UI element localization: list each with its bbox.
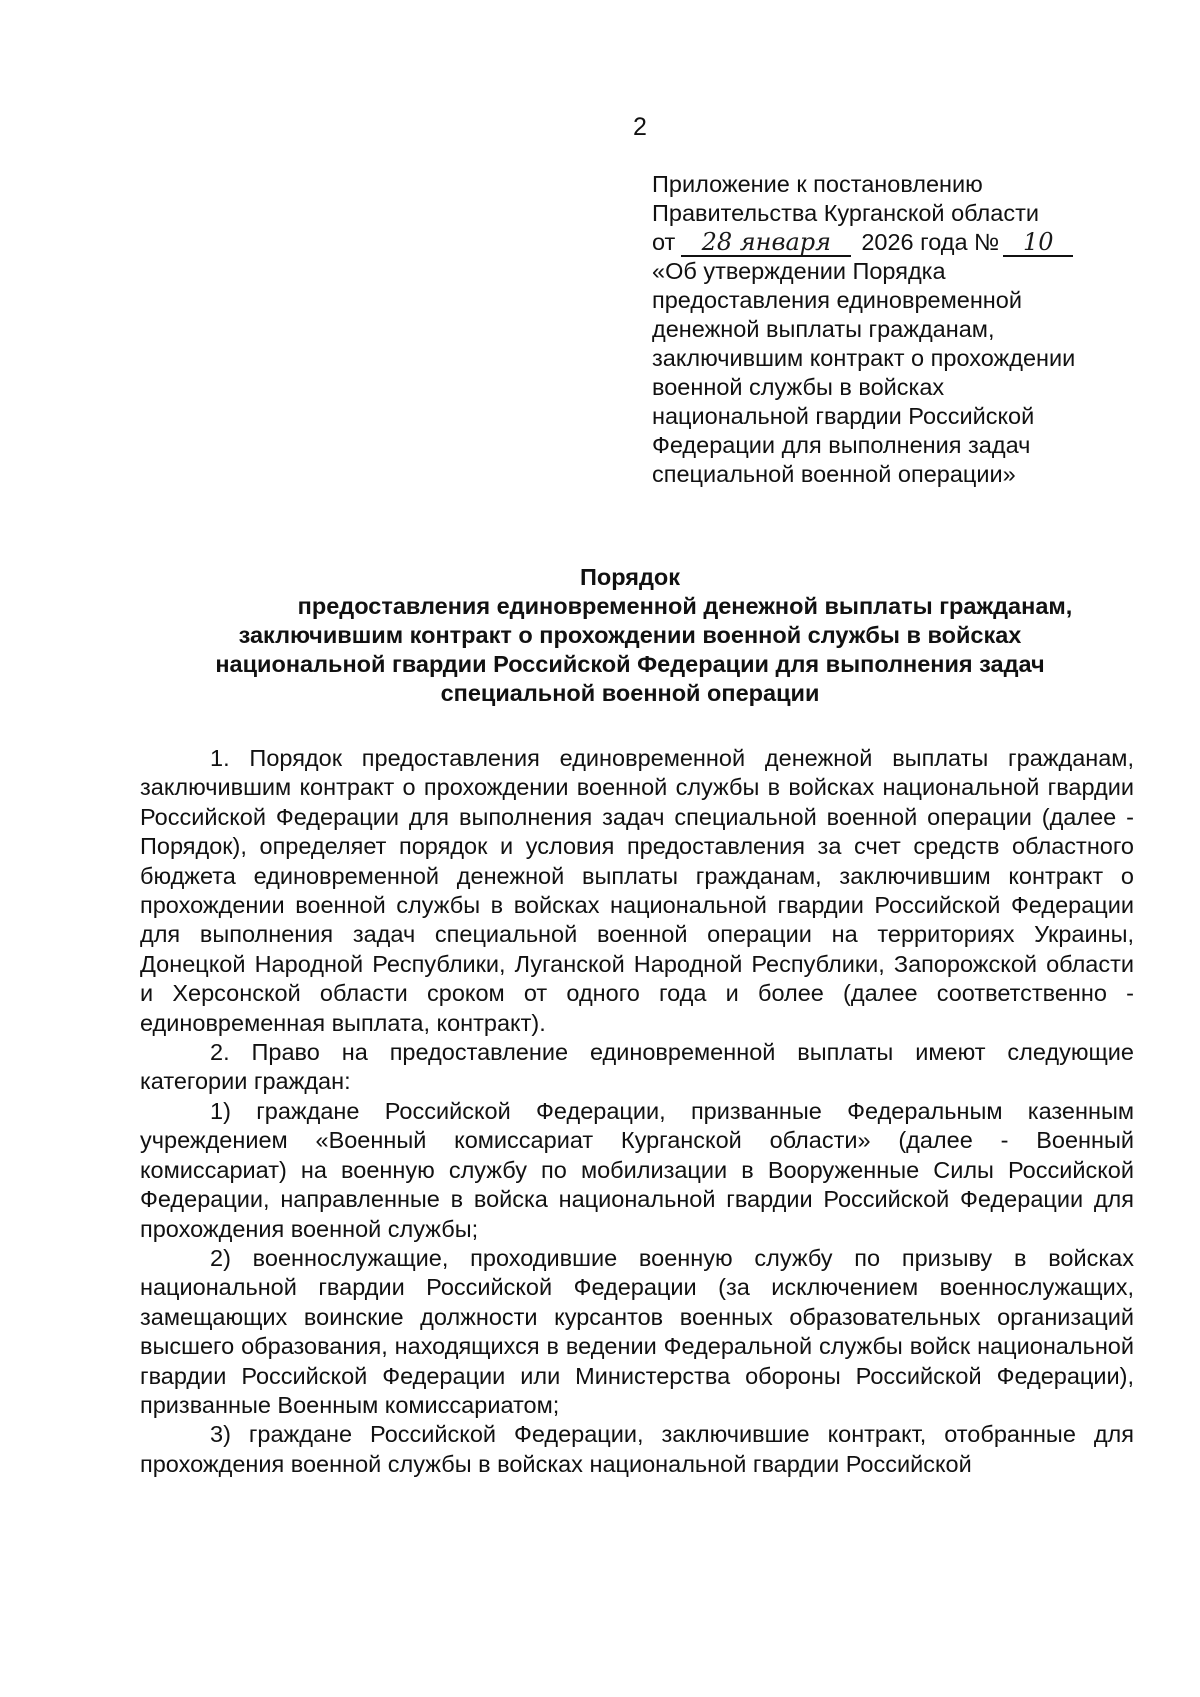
paragraph-2: 2. Право на предоставление единовременной выплаты имеют следующие категории граждан: (140, 1039, 1134, 1095)
handwritten-number: 10 (1003, 229, 1073, 257)
decree-line: денежной выплаты гражданам, (652, 316, 995, 342)
paragraph-1: 1. Порядок предоставления единовременной денежной выплаты гражданам, заключившим контракт о прохождении военной службы в войсках национальной гвардии Российской Федерации для выполнения задач специальной военной операции (далее - Порядок), определяет порядок и условия предоставления за счет средств областного бюджета единовременной денежной выплаты гражданам, заключившим контракт о прохождении военной службы в войсках национальной гвардии Российской Федерации для выполнения задач специальной военной операции на территориях Украины, Донецкой Народной Республики, Луганской Народной Республики, Запорожской области и Херсонской области сроком от одного года и более (далее соответственно - единовременная выплата, контракт). (140, 745, 1134, 1036)
title-line: предоставления единовременной денежной выплаты гражданам, (297, 593, 1073, 619)
paragraph-2-item-1: 1) граждане Российской Федерации, призванные Федеральным казенным учреждением «Военный комиссариат Курганской области» (далее - Военный комиссариат) на военную службу по мобилизации в Вооруженные Силы Российской Федерации, направленные в войска национальной гвардии Российской Федерации для прохождения военной службы; (140, 1097, 1134, 1242)
decree-line: военной службы в войсках (652, 374, 945, 400)
annex-line-2: Правительства Курганской области (652, 200, 1039, 226)
paragraph-2-item-2: 2) военнослужащие, проходившие военную службу по призыву в войсках национальной гвардии Российской Федерации (за исключением военнослужащих, замещающих воинские должности курсантов военных образовательных организаций высшего образования, находящихся в ведении Федеральной службы войск национальной гвардии Российской Федерации или Министерства обороны Российской Федерации), призванные Военным комиссариатом; (140, 1244, 1134, 1418)
decree-line: национальной гвардии Российской (652, 403, 1035, 429)
title-main: Порядок (579, 564, 681, 590)
date-prefix: от (652, 229, 676, 255)
paragraph-2-item-3: 3) граждане Российской Федерации, заключившие контракт, отобранные для прохождения военной службы в войсках национальной гвардии Российской (140, 1421, 1134, 1477)
annex-header (652, 170, 1122, 489)
title-line: специальной военной операции (440, 680, 820, 706)
decree-line: «Об утверждении Порядка (652, 258, 946, 284)
handwritten-date: 28 января (681, 229, 851, 257)
annex-line-1: Приложение к постановлению (652, 171, 983, 197)
title-line: национальной гвардии Российской Федерации для выполнения задач (215, 651, 1045, 677)
title-line: заключившим контракт о прохождении военной службы в войсках (238, 622, 1022, 648)
document-title (140, 563, 1120, 708)
decree-line: заключившим контракт о прохождении (652, 345, 1076, 371)
year-text: 2026 года № (861, 229, 1000, 255)
page-number: 2 (633, 113, 647, 141)
document-body (140, 744, 1134, 1479)
decree-line: Федерации для выполнения задач (652, 432, 1031, 458)
decree-line: предоставления единовременной (652, 287, 1022, 313)
annex-date-line (652, 228, 1122, 257)
decree-line: специальной военной операции» (652, 461, 1016, 487)
